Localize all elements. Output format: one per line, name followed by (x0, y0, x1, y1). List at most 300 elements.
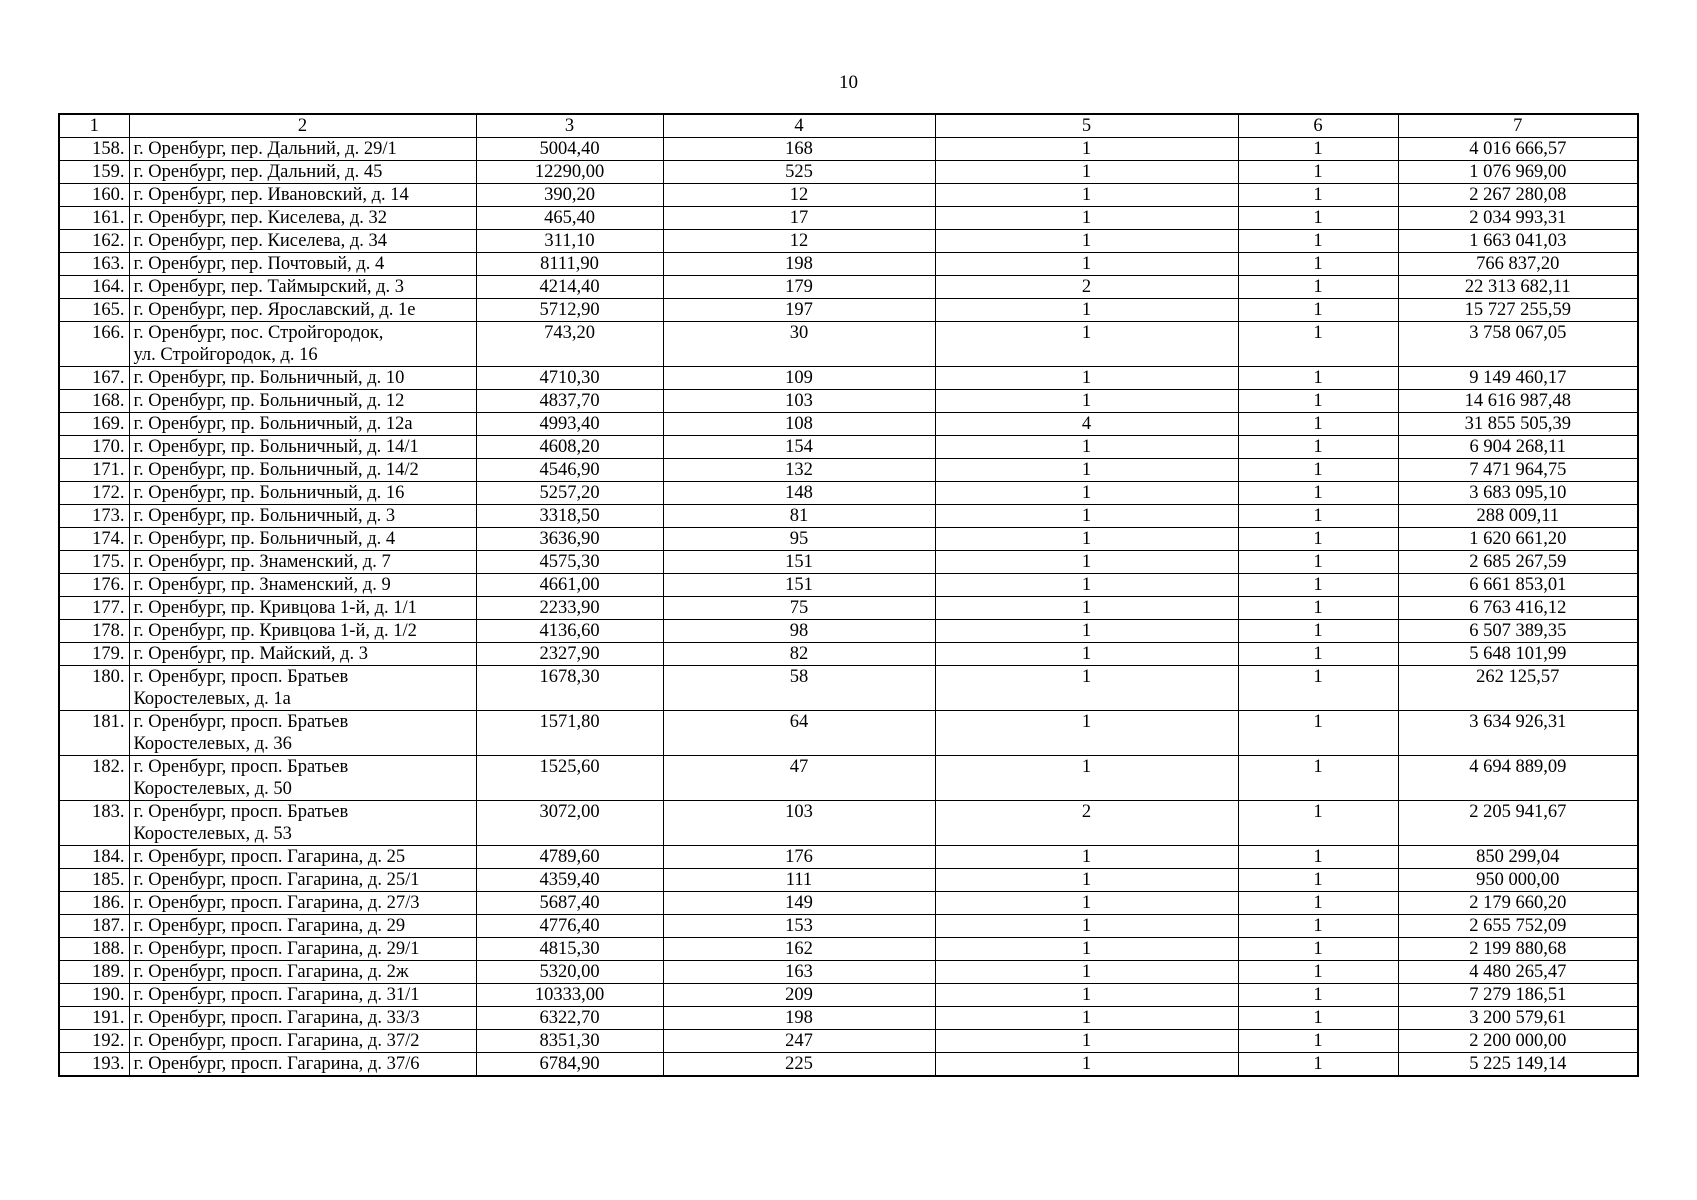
address-cell: г. Оренбург, пр. Больничный, д. 4 (129, 528, 476, 551)
address-line-2: Коростелевых, д. 53 (133, 824, 292, 844)
col6-cell: 1 (1238, 892, 1398, 915)
address-cell: г. Оренбург, пер. Дальний, д. 29/1 (129, 138, 476, 161)
amount-cell: 7 279 186,51 (1398, 984, 1638, 1007)
row-number: 189. (59, 961, 129, 984)
col4-cell: 148 (663, 482, 935, 505)
col6-cell: 1 (1238, 230, 1398, 253)
amount-cell: 14 616 987,48 (1398, 390, 1638, 413)
col6-cell: 1 (1238, 184, 1398, 207)
col5-cell: 1 (935, 711, 1238, 756)
col4-cell: 111 (663, 869, 935, 892)
amount-cell: 2 655 752,09 (1398, 915, 1638, 938)
col6-cell: 1 (1238, 915, 1398, 938)
amount-cell: 3 634 926,31 (1398, 711, 1638, 756)
col5-cell: 1 (935, 138, 1238, 161)
col4-cell: 82 (663, 643, 935, 666)
table-row (59, 915, 1638, 938)
col5-cell: 1 (935, 869, 1238, 892)
area-cell: 5257,20 (476, 482, 663, 505)
amount-cell: 288 009,11 (1398, 505, 1638, 528)
address-cell: г. Оренбург, просп. Гагарина, д. 33/3 (129, 1007, 476, 1030)
col-header: 4 (663, 114, 935, 138)
col4-cell: 198 (663, 253, 935, 276)
row-number: 177. (59, 597, 129, 620)
address-cell: г. Оренбург, просп. Гагарина, д. 37/6 (129, 1053, 476, 1077)
row-number: 169. (59, 413, 129, 436)
row-number: 171. (59, 459, 129, 482)
amount-cell: 15 727 255,59 (1398, 299, 1638, 322)
col6-cell: 1 (1238, 1053, 1398, 1077)
row-number: 164. (59, 276, 129, 299)
col6-cell: 1 (1238, 138, 1398, 161)
table-row (59, 482, 1638, 505)
table-row (59, 413, 1638, 436)
address-cell: г. Оренбург, пер. Ивановский, д. 14 (129, 184, 476, 207)
col4-cell: 209 (663, 984, 935, 1007)
address-line-2: Коростелевых, д. 50 (133, 779, 292, 799)
amount-cell: 7 471 964,75 (1398, 459, 1638, 482)
address-cell: г. Оренбург, просп. Гагарина, д. 37/2 (129, 1030, 476, 1053)
row-number: 176. (59, 574, 129, 597)
table-row (59, 643, 1638, 666)
col4-cell: 75 (663, 597, 935, 620)
address-line-1: г. Оренбург, просп. Братьев (133, 712, 349, 732)
table-row (59, 756, 1638, 801)
table-row (59, 253, 1638, 276)
area-cell: 8351,30 (476, 1030, 663, 1053)
table-row (59, 207, 1638, 230)
col4-cell: 95 (663, 528, 935, 551)
address-cell (129, 322, 476, 367)
area-cell: 5712,90 (476, 299, 663, 322)
row-number: 170. (59, 436, 129, 459)
col4-cell: 98 (663, 620, 935, 643)
col5-cell: 1 (935, 574, 1238, 597)
address-cell: г. Оренбург, просп. Гагарина, д. 25 (129, 846, 476, 869)
amount-cell: 2 199 880,68 (1398, 938, 1638, 961)
col4-cell: 163 (663, 961, 935, 984)
address-cell: г. Оренбург, пр. Больничный, д. 16 (129, 482, 476, 505)
amount-cell: 4 694 889,09 (1398, 756, 1638, 801)
col6-cell: 1 (1238, 322, 1398, 367)
table-row (59, 574, 1638, 597)
area-cell: 4661,00 (476, 574, 663, 597)
col5-cell: 1 (935, 915, 1238, 938)
col-header: 1 (59, 114, 129, 138)
area-cell: 4575,30 (476, 551, 663, 574)
table-row (59, 161, 1638, 184)
row-number: 174. (59, 528, 129, 551)
area-cell: 4214,40 (476, 276, 663, 299)
col4-cell: 179 (663, 276, 935, 299)
amount-cell: 2 200 000,00 (1398, 1030, 1638, 1053)
col6-cell: 1 (1238, 1007, 1398, 1030)
amount-cell: 31 855 505,39 (1398, 413, 1638, 436)
area-cell: 1525,60 (476, 756, 663, 801)
col4-cell: 103 (663, 390, 935, 413)
row-number: 179. (59, 643, 129, 666)
address-cell: г. Оренбург, пр. Больничный, д. 14/1 (129, 436, 476, 459)
area-cell: 5687,40 (476, 892, 663, 915)
col4-cell: 162 (663, 938, 935, 961)
table-row (59, 892, 1638, 915)
area-cell: 12290,00 (476, 161, 663, 184)
area-cell: 3072,00 (476, 801, 663, 846)
row-number: 172. (59, 482, 129, 505)
col-header: 3 (476, 114, 663, 138)
col6-cell: 1 (1238, 253, 1398, 276)
col4-cell: 81 (663, 505, 935, 528)
area-cell: 4789,60 (476, 846, 663, 869)
col4-cell: 47 (663, 756, 935, 801)
amount-cell: 1 076 969,00 (1398, 161, 1638, 184)
address-cell: г. Оренбург, пер. Дальний, д. 45 (129, 161, 476, 184)
amount-cell: 4 016 666,57 (1398, 138, 1638, 161)
row-number: 165. (59, 299, 129, 322)
amount-cell: 6 507 389,35 (1398, 620, 1638, 643)
area-cell: 4136,60 (476, 620, 663, 643)
address-cell: г. Оренбург, пр. Знаменский, д. 9 (129, 574, 476, 597)
area-cell: 390,20 (476, 184, 663, 207)
row-number: 180. (59, 666, 129, 711)
amount-cell: 2 034 993,31 (1398, 207, 1638, 230)
col5-cell: 1 (935, 756, 1238, 801)
table-row (59, 1007, 1638, 1030)
amount-cell: 1 620 661,20 (1398, 528, 1638, 551)
area-cell: 4608,20 (476, 436, 663, 459)
table-row (59, 869, 1638, 892)
table-row (59, 528, 1638, 551)
area-cell: 4776,40 (476, 915, 663, 938)
col6-cell: 1 (1238, 161, 1398, 184)
address-line-1: г. Оренбург, пос. Стройгородок, (133, 323, 384, 343)
table-row (59, 938, 1638, 961)
col6-cell: 1 (1238, 207, 1398, 230)
col5-cell: 1 (935, 161, 1238, 184)
amount-cell: 2 205 941,67 (1398, 801, 1638, 846)
area-cell: 6784,90 (476, 1053, 663, 1077)
address-line-2: Коростелевых, д. 36 (133, 734, 292, 754)
table-row (59, 666, 1638, 711)
col6-cell: 1 (1238, 1030, 1398, 1053)
col6-cell: 1 (1238, 801, 1398, 846)
row-number: 191. (59, 1007, 129, 1030)
col5-cell: 1 (935, 253, 1238, 276)
col5-cell: 1 (935, 666, 1238, 711)
col4-cell: 64 (663, 711, 935, 756)
row-number: 178. (59, 620, 129, 643)
area-cell: 4710,30 (476, 367, 663, 390)
table-row (59, 276, 1638, 299)
col6-cell: 1 (1238, 961, 1398, 984)
area-cell: 8111,90 (476, 253, 663, 276)
area-cell: 465,40 (476, 207, 663, 230)
amount-cell: 1 663 041,03 (1398, 230, 1638, 253)
row-number: 175. (59, 551, 129, 574)
address-cell: г. Оренбург, пр. Больничный, д. 3 (129, 505, 476, 528)
area-cell: 5004,40 (476, 138, 663, 161)
col6-cell: 1 (1238, 756, 1398, 801)
col-header: 7 (1398, 114, 1638, 138)
address-cell: г. Оренбург, просп. Гагарина, д. 29 (129, 915, 476, 938)
amount-cell: 850 299,04 (1398, 846, 1638, 869)
col6-cell: 1 (1238, 711, 1398, 756)
table-row (59, 138, 1638, 161)
col4-cell: 109 (663, 367, 935, 390)
col4-cell: 151 (663, 574, 935, 597)
amount-cell: 4 480 265,47 (1398, 961, 1638, 984)
address-line-1: г. Оренбург, просп. Братьев (133, 757, 349, 777)
col6-cell: 1 (1238, 276, 1398, 299)
row-number: 160. (59, 184, 129, 207)
col5-cell: 1 (935, 230, 1238, 253)
address-cell: г. Оренбург, пр. Больничный, д. 14/2 (129, 459, 476, 482)
col4-cell: 198 (663, 1007, 935, 1030)
address-cell (129, 711, 476, 756)
address-cell: г. Оренбург, просп. Гагарина, д. 25/1 (129, 869, 476, 892)
col6-cell: 1 (1238, 938, 1398, 961)
area-cell: 1571,80 (476, 711, 663, 756)
amount-cell: 5 648 101,99 (1398, 643, 1638, 666)
col4-cell: 17 (663, 207, 935, 230)
col5-cell: 1 (935, 1053, 1238, 1077)
table-row (59, 230, 1638, 253)
table-row (59, 367, 1638, 390)
col5-cell: 1 (935, 938, 1238, 961)
amount-cell: 9 149 460,17 (1398, 367, 1638, 390)
address-cell: г. Оренбург, просп. Гагарина, д. 2ж (129, 961, 476, 984)
col4-cell: 132 (663, 459, 935, 482)
col4-cell: 12 (663, 184, 935, 207)
register-table (58, 113, 1639, 1077)
row-number: 188. (59, 938, 129, 961)
col4-cell: 151 (663, 551, 935, 574)
table-row (59, 390, 1638, 413)
address-cell: г. Оренбург, пр. Кривцова 1-й, д. 1/2 (129, 620, 476, 643)
col5-cell: 1 (935, 459, 1238, 482)
col5-cell: 1 (935, 846, 1238, 869)
address-line-2: Коростелевых, д. 1а (133, 689, 291, 709)
area-cell: 4815,30 (476, 938, 663, 961)
amount-cell: 3 200 579,61 (1398, 1007, 1638, 1030)
row-number: 186. (59, 892, 129, 915)
col6-cell: 1 (1238, 643, 1398, 666)
table-row (59, 711, 1638, 756)
table-row (59, 436, 1638, 459)
amount-cell: 6 763 416,12 (1398, 597, 1638, 620)
table-row (59, 846, 1638, 869)
address-line-1: г. Оренбург, просп. Братьев (133, 667, 349, 687)
row-number: 167. (59, 367, 129, 390)
row-number: 185. (59, 869, 129, 892)
col-header: 6 (1238, 114, 1398, 138)
area-cell: 2233,90 (476, 597, 663, 620)
row-number: 158. (59, 138, 129, 161)
table-row (59, 322, 1638, 367)
col6-cell: 1 (1238, 436, 1398, 459)
col5-cell: 1 (935, 984, 1238, 1007)
row-number: 187. (59, 915, 129, 938)
row-number: 173. (59, 505, 129, 528)
col4-cell: 225 (663, 1053, 935, 1077)
address-cell: г. Оренбург, пр. Знаменский, д. 7 (129, 551, 476, 574)
col5-cell: 1 (935, 322, 1238, 367)
table-row (59, 620, 1638, 643)
amount-cell: 6 904 268,11 (1398, 436, 1638, 459)
table-row (59, 299, 1638, 322)
area-cell: 2327,90 (476, 643, 663, 666)
row-number: 166. (59, 322, 129, 367)
table-row (59, 184, 1638, 207)
col5-cell: 4 (935, 413, 1238, 436)
col6-cell: 1 (1238, 597, 1398, 620)
row-number: 192. (59, 1030, 129, 1053)
col5-cell: 1 (935, 207, 1238, 230)
amount-cell: 3 683 095,10 (1398, 482, 1638, 505)
table-row (59, 505, 1638, 528)
col5-cell: 1 (935, 505, 1238, 528)
col4-cell: 149 (663, 892, 935, 915)
col4-cell: 30 (663, 322, 935, 367)
col6-cell: 1 (1238, 984, 1398, 1007)
address-cell: г. Оренбург, просп. Гагарина, д. 31/1 (129, 984, 476, 1007)
row-number: 193. (59, 1053, 129, 1077)
address-cell: г. Оренбург, просп. Гагарина, д. 27/3 (129, 892, 476, 915)
col6-cell: 1 (1238, 551, 1398, 574)
table-row (59, 1030, 1638, 1053)
col5-cell: 1 (935, 1030, 1238, 1053)
address-cell: г. Оренбург, пер. Таймырский, д. 3 (129, 276, 476, 299)
col5-cell: 1 (935, 528, 1238, 551)
col5-cell: 1 (935, 597, 1238, 620)
area-cell: 5320,00 (476, 961, 663, 984)
col-header: 2 (129, 114, 476, 138)
area-cell: 6322,70 (476, 1007, 663, 1030)
row-number: 161. (59, 207, 129, 230)
col-header: 5 (935, 114, 1238, 138)
area-cell: 4993,40 (476, 413, 663, 436)
area-cell: 10333,00 (476, 984, 663, 1007)
col6-cell: 1 (1238, 846, 1398, 869)
table-row (59, 459, 1638, 482)
amount-cell: 3 758 067,05 (1398, 322, 1638, 367)
col6-cell: 1 (1238, 620, 1398, 643)
col6-cell: 1 (1238, 869, 1398, 892)
amount-cell: 262 125,57 (1398, 666, 1638, 711)
row-number: 190. (59, 984, 129, 1007)
row-number: 181. (59, 711, 129, 756)
row-number: 183. (59, 801, 129, 846)
col5-cell: 1 (935, 551, 1238, 574)
col5-cell: 2 (935, 801, 1238, 846)
area-cell: 311,10 (476, 230, 663, 253)
row-number: 163. (59, 253, 129, 276)
col6-cell: 1 (1238, 390, 1398, 413)
area-cell: 3636,90 (476, 528, 663, 551)
address-cell: г. Оренбург, пр. Больничный, д. 10 (129, 367, 476, 390)
table-row (59, 1053, 1638, 1077)
col6-cell: 1 (1238, 367, 1398, 390)
amount-cell: 950 000,00 (1398, 869, 1638, 892)
col6-cell: 1 (1238, 299, 1398, 322)
col6-cell: 1 (1238, 528, 1398, 551)
col4-cell: 154 (663, 436, 935, 459)
row-number: 184. (59, 846, 129, 869)
table-row (59, 597, 1638, 620)
col4-cell: 153 (663, 915, 935, 938)
col4-cell: 525 (663, 161, 935, 184)
address-cell: г. Оренбург, пр. Майский, д. 3 (129, 643, 476, 666)
col5-cell: 1 (935, 643, 1238, 666)
address-cell: г. Оренбург, пер. Киселева, д. 32 (129, 207, 476, 230)
col6-cell: 1 (1238, 666, 1398, 711)
col5-cell: 1 (935, 367, 1238, 390)
address-line-1: г. Оренбург, просп. Братьев (133, 802, 349, 822)
address-cell: г. Оренбург, пр. Больничный, д. 12 (129, 390, 476, 413)
amount-cell: 6 661 853,01 (1398, 574, 1638, 597)
amount-cell: 5 225 149,14 (1398, 1053, 1638, 1077)
col5-cell: 2 (935, 276, 1238, 299)
table-row (59, 801, 1638, 846)
col5-cell: 1 (935, 184, 1238, 207)
table-row (59, 551, 1638, 574)
col5-cell: 1 (935, 961, 1238, 984)
col6-cell: 1 (1238, 574, 1398, 597)
col4-cell: 247 (663, 1030, 935, 1053)
address-cell (129, 801, 476, 846)
col4-cell: 108 (663, 413, 935, 436)
row-number: 168. (59, 390, 129, 413)
col4-cell: 176 (663, 846, 935, 869)
row-number: 159. (59, 161, 129, 184)
address-cell: г. Оренбург, просп. Гагарина, д. 29/1 (129, 938, 476, 961)
address-line-2: ул. Стройгородок, д. 16 (133, 345, 318, 365)
col6-cell: 1 (1238, 482, 1398, 505)
header-row (59, 114, 1638, 138)
area-cell: 4359,40 (476, 869, 663, 892)
col5-cell: 1 (935, 892, 1238, 915)
amount-cell: 2 179 660,20 (1398, 892, 1638, 915)
address-cell: г. Оренбург, пер. Ярославский, д. 1е (129, 299, 476, 322)
col4-cell: 103 (663, 801, 935, 846)
address-cell: г. Оренбург, пр. Больничный, д. 12а (129, 413, 476, 436)
address-cell: г. Оренбург, пр. Кривцова 1-й, д. 1/1 (129, 597, 476, 620)
col4-cell: 197 (663, 299, 935, 322)
page-number: 10 (839, 72, 858, 93)
col6-cell: 1 (1238, 505, 1398, 528)
col5-cell: 1 (935, 299, 1238, 322)
col5-cell: 1 (935, 436, 1238, 459)
col5-cell: 1 (935, 620, 1238, 643)
col4-cell: 12 (663, 230, 935, 253)
amount-cell: 2 267 280,08 (1398, 184, 1638, 207)
col5-cell: 1 (935, 390, 1238, 413)
address-cell (129, 666, 476, 711)
col5-cell: 1 (935, 482, 1238, 505)
area-cell: 1678,30 (476, 666, 663, 711)
table-row (59, 961, 1638, 984)
col6-cell: 1 (1238, 459, 1398, 482)
col5-cell: 1 (935, 1007, 1238, 1030)
area-cell: 743,20 (476, 322, 663, 367)
col6-cell: 1 (1238, 413, 1398, 436)
col4-cell: 168 (663, 138, 935, 161)
address-cell: г. Оренбург, пер. Киселева, д. 34 (129, 230, 476, 253)
area-cell: 4546,90 (476, 459, 663, 482)
area-cell: 3318,50 (476, 505, 663, 528)
amount-cell: 22 313 682,11 (1398, 276, 1638, 299)
table-row (59, 984, 1638, 1007)
